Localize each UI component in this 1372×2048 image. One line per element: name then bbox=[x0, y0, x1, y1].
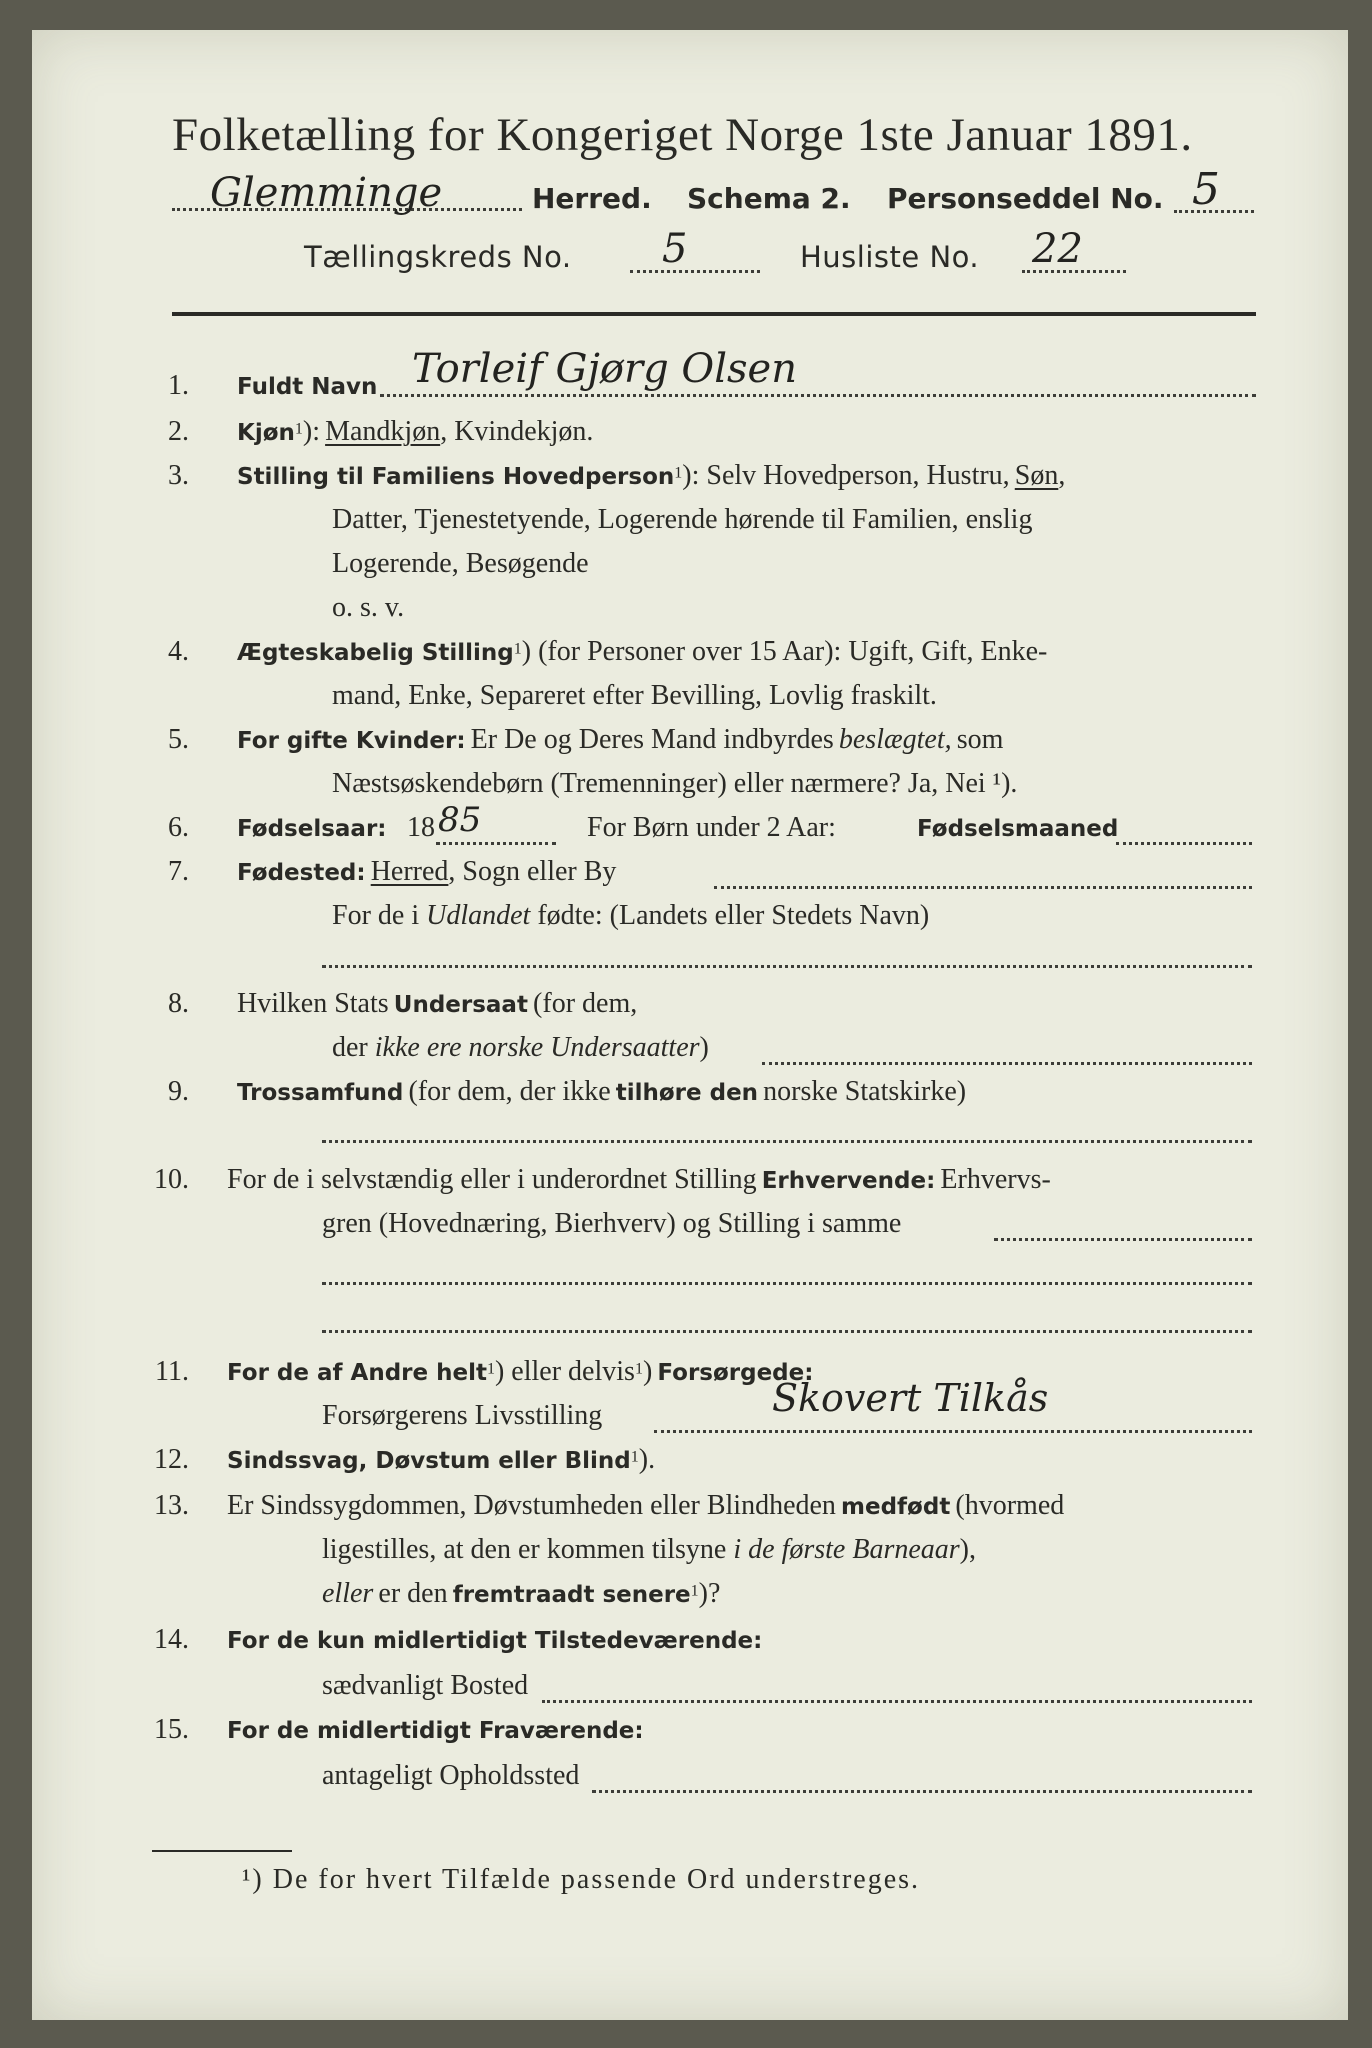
q5-label: For gifte Kvinder: bbox=[237, 728, 466, 754]
q6-year-dotted-line bbox=[436, 842, 556, 845]
taellingskreds-no-handwritten: 5 bbox=[662, 226, 688, 272]
q8-line2: der ikke ere norske Undersaatter) bbox=[332, 1032, 709, 1063]
q6-label: Fødselsaar: bbox=[237, 816, 387, 842]
q2-option-mandkjon-underlined: Mandkjøn bbox=[325, 416, 441, 447]
q11-dotted-line bbox=[654, 1430, 1252, 1433]
q1-label: Fuldt Navn bbox=[237, 374, 378, 400]
q11-line2: Forsørgerens Livsstilling bbox=[322, 1400, 603, 1431]
q3-line2: Datter, Tjenestetyende, Logerende hørende til Familien, enslig bbox=[332, 504, 1033, 535]
q9-label: Trossamfund bbox=[237, 1080, 404, 1106]
q7-dotted-line bbox=[714, 886, 1252, 889]
q11-answer-handwritten: Skovert Tilkås bbox=[772, 1376, 1049, 1420]
q7-number: 7. bbox=[168, 856, 189, 887]
q14-label: For de kun midlertidigt Tilstedeværende: bbox=[227, 1628, 763, 1654]
q12-line1: Sindssvag, Døvstum eller Blind$^1$). bbox=[227, 1444, 656, 1475]
q10-line2: gren (Hovednæring, Bierhverv) og Stilling i samme bbox=[322, 1208, 902, 1239]
q15-number: 15. bbox=[154, 1714, 189, 1745]
q12-label: Sindssvag, Døvstum eller Blind bbox=[227, 1448, 631, 1474]
q15-label: For de midlertidigt Fraværende: bbox=[227, 1718, 644, 1744]
q15-dotted-line bbox=[592, 1790, 1252, 1793]
q6-under2-text: For Børn under 2 Aar: bbox=[587, 812, 836, 843]
husliste-label: Husliste No. bbox=[800, 240, 980, 274]
q9-number: 9. bbox=[168, 1076, 189, 1107]
q9-dotted-line bbox=[322, 1140, 1252, 1143]
q5-line1: For gifte Kvinder: Er De og Deres Mand indbyrdes beslægtet, som bbox=[237, 724, 1004, 755]
footnote-rule bbox=[152, 1850, 292, 1852]
q2-label: Kjøn bbox=[237, 420, 295, 446]
q14-number: 14. bbox=[154, 1624, 189, 1655]
q1-number: 1. bbox=[168, 370, 189, 401]
q5-line2: Næstsøskendebørn (Tremenninger) eller nærmere? Ja, Nei ¹). bbox=[332, 768, 1018, 799]
q6-year-handwritten: 85 bbox=[438, 800, 482, 840]
q2-line: Kjøn$^1$): Mandkjøn, Kvindekjøn. bbox=[237, 416, 594, 447]
q8-line1: Hvilken Stats Undersaat (for dem, bbox=[237, 988, 638, 1019]
q14-line2: sædvanligt Bosted bbox=[322, 1670, 529, 1701]
q12-number: 12. bbox=[154, 1444, 189, 1475]
q6-month-dotted-line bbox=[1116, 842, 1252, 845]
q3-line3: Logerende, Besøgende bbox=[332, 548, 589, 579]
q7-line1: Fødested: Herred, Sogn eller By bbox=[237, 856, 617, 887]
personseddel-no-handwritten: 5 bbox=[1192, 164, 1220, 215]
header-rule bbox=[172, 312, 1256, 316]
q3-number: 3. bbox=[168, 460, 189, 491]
q10-line1: For de i selvstændig eller i underordnet Stilling Erhvervende: Erhvervs- bbox=[227, 1164, 1051, 1195]
q7-line2: For de i Udlandet fødte: (Landets eller Stedets Navn) bbox=[332, 900, 930, 931]
footnote: ¹) De for hvert Tilfælde passende Ord understreges. bbox=[242, 1864, 921, 1895]
q7-abroad-dotted-line bbox=[322, 965, 1252, 968]
q10-dotted-line-b bbox=[322, 1330, 1252, 1333]
q13-number: 13. bbox=[154, 1490, 189, 1521]
q7-label: Fødested: bbox=[237, 860, 366, 886]
q4-label: Ægteskabelig Stilling bbox=[237, 640, 514, 666]
q10-dotted-line-a bbox=[322, 1282, 1252, 1285]
q3-label: Stilling til Familiens Hovedperson bbox=[237, 464, 675, 490]
q11-line1: For de af Andre helt$^1$) eller delvis$^1$) Forsørgede: bbox=[227, 1356, 814, 1387]
q3-option-son-underlined: Søn bbox=[1014, 460, 1059, 491]
q10-number: 10. bbox=[154, 1164, 189, 1195]
q9-line1: Trossamfund (for dem, der ikke tilhøre den norske Statskirke) bbox=[237, 1076, 967, 1107]
husliste-no-handwritten: 22 bbox=[1032, 226, 1083, 272]
q10-line2-dotted bbox=[994, 1238, 1252, 1241]
herred-label: Herred. bbox=[532, 182, 652, 215]
q14-dotted-line bbox=[542, 1700, 1252, 1703]
taellingskreds-dotted-line bbox=[630, 270, 760, 273]
q7-option-herred-underlined: Herred bbox=[370, 856, 449, 887]
personseddel-label: Personseddel No. bbox=[887, 182, 1164, 215]
q13-line1: Er Sindssygdommen, Døvstumheden eller Blindheden medfødt (hvormed bbox=[227, 1490, 1065, 1521]
census-form-sheet bbox=[32, 30, 1348, 2020]
q6-number: 6. bbox=[168, 812, 189, 843]
form-title: Folketælling for Kongeriget Norge 1ste Januar 1891. bbox=[172, 109, 1193, 161]
q4-number: 4. bbox=[168, 636, 189, 667]
q3-line1: Stilling til Familiens Hovedperson$^1$): Selv Hovedperson, Hustru, Søn, bbox=[237, 460, 1066, 491]
q8-dotted-line bbox=[762, 1062, 1252, 1065]
q6-year-prefix: 18 bbox=[407, 812, 435, 843]
q8-label: Undersaat bbox=[393, 992, 528, 1018]
q11-label: Forsørgede: bbox=[657, 1360, 814, 1386]
q4-line1: Ægteskabelig Stilling$^1$) (for Personer over 15 Aar): Ugift, Gift, Enke- bbox=[237, 636, 1048, 667]
q13-line3: eller er den fremtraadt senere$^1$)? bbox=[322, 1578, 721, 1609]
q3-line4: o. s. v. bbox=[332, 592, 405, 623]
q1-answer-handwritten: Torleif Gjørg Olsen bbox=[412, 346, 797, 392]
q13-label: medfødt bbox=[841, 1494, 951, 1520]
q8-number: 8. bbox=[168, 988, 189, 1019]
q11-number: 11. bbox=[155, 1356, 189, 1387]
q4-line2: mand, Enke, Separeret efter Bevilling, Lovlig fraskilt. bbox=[332, 680, 937, 711]
q10-label: Erhvervende: bbox=[761, 1168, 936, 1194]
taellingskreds-label: Tællingskreds No. bbox=[304, 240, 572, 274]
q15-line2: antageligt Opholdssted bbox=[322, 1760, 580, 1791]
schema-label: Schema 2. bbox=[687, 182, 851, 215]
q1-dotted-line bbox=[380, 394, 1256, 397]
q5-number: 5. bbox=[168, 724, 189, 755]
herred-name-handwritten: Glemminge bbox=[210, 170, 443, 216]
q2-number: 2. bbox=[168, 416, 189, 447]
q13-line2: ligestilles, at den er kommen tilsyne i de første Barneaar), bbox=[322, 1534, 976, 1565]
q6-fodselsmaaned-label: Fødselsmaaned bbox=[917, 816, 1119, 842]
